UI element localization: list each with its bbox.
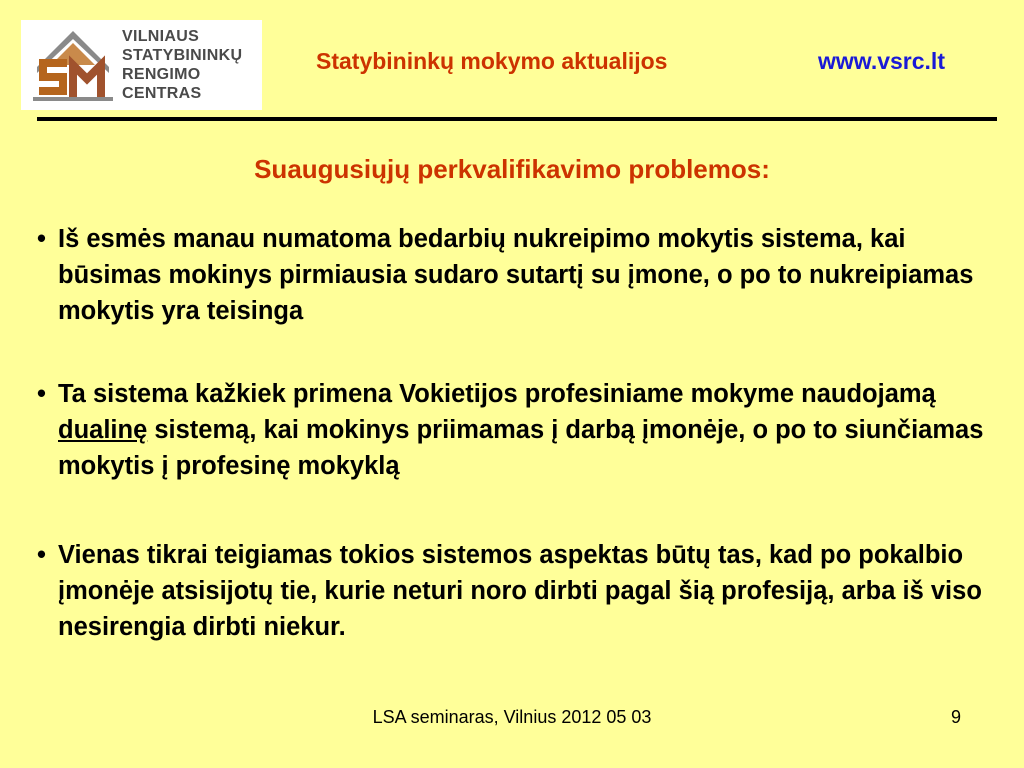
bullet-marker: •: [37, 541, 46, 569]
logo: [21, 20, 262, 110]
page-number: 9: [951, 707, 962, 727]
logo-line: STATYBININKŲ: [122, 47, 243, 64]
bullet-text: Vienas tikrai teigiamas tokios sistemos aspektas būtų tas, kad po pokalbio įmonėje atsisijotų tie, kurie neturi noro dirbti pagal šią profesiją, arba iš viso nesirengia dirbti niekur.: [58, 541, 982, 641]
bullet-item: [37, 537, 1002, 645]
underlined-term: dualinę: [58, 416, 148, 444]
logo-text: [122, 27, 242, 103]
bullet-marker: •: [37, 225, 46, 253]
header-url-link[interactable]: www.vsrc.lt: [818, 48, 945, 74]
bullet-text: [58, 376, 1002, 484]
logo-line: CENTRAS: [122, 85, 202, 102]
footer-text: LSA seminaras, Vilnius 2012 05 03: [372, 707, 652, 727]
bullet-item: [37, 221, 1002, 329]
slide-title: Suaugusiųjų perkvalifikavimo problemos:: [254, 154, 770, 184]
bullet-text-part: sistemą, kai mokinys priimamas į darbą įmonėje, o po to siunčiamas mokytis į profesinę mokyklą: [58, 416, 984, 480]
bullet-item: [37, 376, 1002, 484]
logo-line: VILNIAUS: [122, 28, 200, 45]
bullet-text-part: Ta sistema kažkiek primena Vokietijos profesiniame mokyme naudojamą: [58, 380, 936, 408]
bullet-marker: •: [37, 380, 46, 408]
header-divider: [37, 117, 997, 121]
logo-line: RENGIMO: [122, 66, 201, 83]
vsrc-monogram-icon: [27, 25, 119, 105]
header-title: Statybininkų mokymo aktualijos: [316, 48, 668, 74]
bullet-text: Iš esmės manau numatoma bedarbių nukreipimo mokytis sistema, kai būsimas mokinys pirmiausia sudaro sutartį su įmone, o po to nukreipiamas mokytis yra teisinga: [58, 225, 974, 325]
